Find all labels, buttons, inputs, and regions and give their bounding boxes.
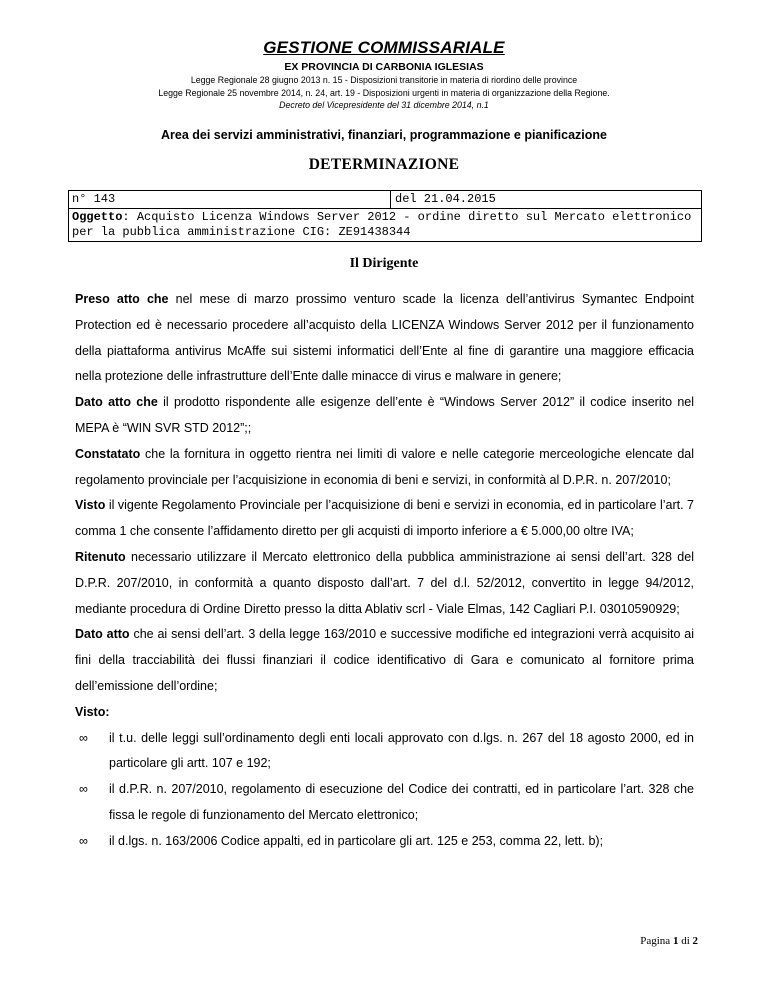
paragraph-text: nel mese di marzo prossimo venturo scade la licenza dell’antivirus Symantec Endpoint Protection ed è necessario procedere all’acquisto della LICENZA Windows Server 2012 per il funzionamento della piattaforma antivirus McAffe sui sistemi informatici dell’Ente al fine di garantire una maggiore efficacia nella protezione delle infrastrutture dell’Ente dalle minacce di virus e malware in genere;	[75, 292, 695, 384]
paragraph	[75, 442, 694, 494]
paragraph-text: che ai sensi dell’art. 3 della legge 163/2010 e successive modifiche ed integrazioni verrà acquisito ai fini della tracciabilità dei flussi finanziari il codice identificativo di Gara e comunicato al fornitore prima dell’emissione dell’ordine;	[75, 627, 694, 693]
list-item-text: il d.P.R. n. 207/2010, regolamento di esecuzione del Codice dei contratti, ed in particolare l’art. 328 che fissa le regole di funzionamento del Mercato elettronico;	[109, 782, 694, 822]
list-item-text: il d.lgs. n. 163/2006 Codice appalti, ed in particolare gli art. 125 e 253, comma 22, lett. b);	[109, 833, 604, 848]
document-number: n° 143	[69, 191, 391, 208]
header-legge-1: Legge Regionale 28 giugno 2013 n. 15 - Disposizioni transitorie in materia di riordino delle province	[190, 75, 578, 85]
info-box-row	[69, 191, 701, 209]
paragraph	[75, 390, 694, 442]
page-number	[640, 935, 698, 947]
list-item-text: il t.u. delle leggi sull’ordinamento degli enti locali approvato con d.lgs. n. 267 del 18 agosto 2000, ed in particolare gli artt. 107 e 192;	[109, 730, 694, 771]
paragraph-lead: Ritenuto	[75, 549, 126, 564]
paragraph	[75, 287, 694, 390]
infinity-bullet-icon: ∞	[79, 730, 88, 745]
info-box	[68, 190, 702, 242]
header-title: GESTIONE COMMISSARIALE	[263, 38, 505, 57]
paragraph-lead: Constatato	[75, 446, 141, 461]
infinity-bullet-icon: ∞	[79, 833, 88, 848]
paragraph	[75, 700, 694, 726]
paragraph-text: che la fornitura in oggetto rientra nei limiti di valore e nelle categorie merceologiche elencate dal regolamento provinciale per l’acquisizione in economia di beni e servizi, in conformità al D.P.R. n. 207/2010;	[75, 446, 694, 487]
infinity-bullet-icon: ∞	[79, 782, 88, 797]
paragraph-lead: Dato atto	[75, 627, 130, 642]
paragraph-lead: Preso atto che	[75, 292, 169, 306]
paragraph-lead: Visto	[75, 498, 106, 513]
list-item	[75, 726, 694, 778]
paragraph-lead: Visto:	[75, 704, 110, 719]
paragraph-text: il vigente Regolamento Provinciale per l’acquisizione di beni e servizi in economia, ed in particolare l’art. 7 comma 1 che consente l’affidamento diretto per gli acquisti di importo inferiore a € 5.000,00 oltre IVA;	[75, 498, 694, 539]
list-item	[75, 777, 694, 829]
document-header	[0, 38, 768, 111]
area-heading: Area dei servizi amministrativi, finanziari, programmazione e pianificazione	[161, 128, 607, 142]
paragraph	[75, 622, 694, 699]
paragraph	[75, 493, 694, 545]
paragraph-text: il prodotto rispondente alle esigenze dell’ente è “Windows Server 2012” il codice inserito nel MEPA è “WIN SVR STD 2012”;;	[75, 395, 694, 435]
current-page: 1	[672, 935, 679, 947]
paragraph	[75, 545, 694, 622]
document-body	[75, 287, 694, 855]
oggetto-row	[69, 209, 701, 241]
document-date: del 21.04.2015	[395, 192, 496, 206]
paragraph-text: necessario utilizzare il Mercato elettronico della pubblica amministrazione ai sensi dell’art. 328 del D.P.R. 207/2010, in conformità a quanto disposto dall’art. 7 del d.l. 52/2012, convertito in legge 94/2012, mediante procedura di Ordine Diretto presso la ditta Ablativ scrl - Viale Elmas, 142 Cagliari P.I. 03010590929;	[75, 549, 694, 616]
total-pages: 2	[692, 935, 698, 947]
di-label: di	[681, 935, 690, 947]
oggetto-label: Oggetto	[72, 210, 123, 224]
pagina-label: Pagina	[640, 935, 671, 947]
document-type-heading: DETERMINAZIONE	[308, 156, 460, 173]
header-decreto: Decreto del Vicepresidente del 31 dicembre 2014, n.1	[279, 100, 489, 110]
visto-list	[75, 726, 694, 855]
header-legge-2: Legge Regionale 25 novembre 2014, n. 24, art. 19 - Disposizioni urgenti in materia di organizzazione della Regione.	[158, 88, 610, 98]
dirigente-heading: Il Dirigente	[349, 256, 419, 271]
list-item	[75, 829, 694, 855]
paragraph-lead: Dato atto che	[75, 395, 158, 410]
header-subtitle: EX PROVINCIA DI CARBONIA IGLESIAS	[284, 61, 484, 73]
oggetto-text: : Acquisto Licenza Windows Server 2012 - ordine diretto sul Mercato elettronico per la pubblica amministrazione CIG: ZE91438344	[72, 210, 692, 239]
